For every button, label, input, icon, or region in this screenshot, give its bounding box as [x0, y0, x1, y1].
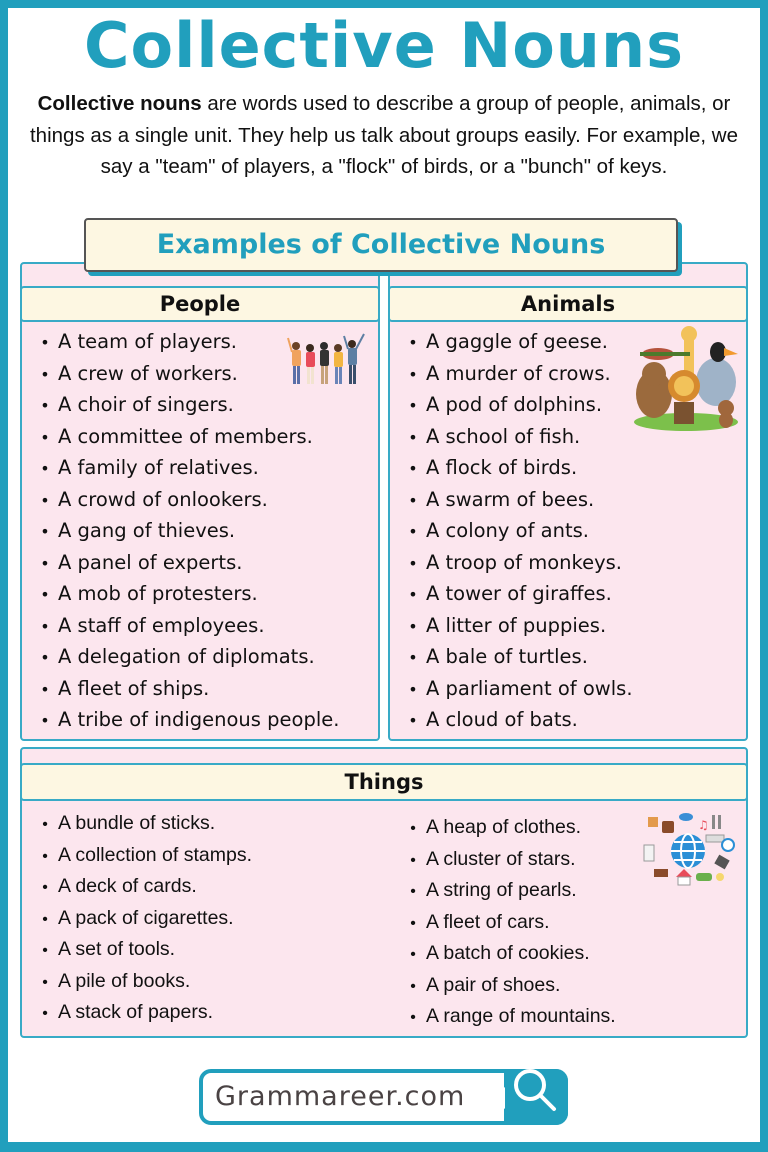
- animals-heading: Animals: [388, 286, 748, 322]
- intro-bold-term: Collective nouns: [37, 92, 202, 115]
- list-item: • A colony of ants.: [402, 515, 633, 547]
- examples-banner: Examples of Collective Nouns: [84, 218, 678, 272]
- search-icon: [510, 1067, 560, 1117]
- list-item: • A collection of stamps.: [34, 840, 252, 872]
- list-item: • A litter of puppies.: [402, 610, 633, 642]
- list-item: • A range of mountains.: [402, 1001, 616, 1033]
- people-panel: [20, 262, 380, 741]
- list-item: • A bundle of sticks.: [34, 808, 252, 840]
- list-item: • A tribe of indigenous people.: [34, 704, 339, 736]
- list-item: • A team of players.: [34, 326, 339, 358]
- list-item: • A committee of members.: [34, 421, 339, 453]
- page-title: Collective Nouns: [83, 9, 684, 82]
- list-item: • A pod of dolphins.: [402, 389, 633, 421]
- list-item: • A school of fish.: [402, 421, 633, 453]
- list-item: • A tower of giraffes.: [402, 578, 633, 610]
- list-item: • A crew of workers.: [34, 358, 339, 390]
- speech-notch: [491, 1087, 505, 1109]
- list-item: • A pack of cigarettes.: [34, 903, 252, 935]
- things-heading: Things: [20, 763, 748, 801]
- list-item: • A fleet of cars.: [402, 907, 616, 939]
- list-item: • A crowd of onlookers.: [34, 484, 339, 516]
- animals-list: [402, 326, 633, 736]
- people-group-illustration: [286, 332, 368, 390]
- site-logo[interactable]: [199, 1069, 568, 1125]
- things-list-left: [34, 808, 252, 1029]
- list-item: • A panel of experts.: [34, 547, 339, 579]
- animals-illustration: [630, 324, 740, 432]
- list-item: • A troop of monkeys.: [402, 547, 633, 579]
- people-heading: People: [20, 286, 380, 322]
- list-item: • A parliament of owls.: [402, 673, 633, 705]
- intro-text: are words used to describe a group of people, animals, or things as a single unit. They help us talk about groups easily. For example, we say a "team" of players, a "flock" of birds, or a "bunch" of keys.: [29, 92, 739, 178]
- list-item: • A heap of clothes.: [402, 812, 616, 844]
- list-item: • A murder of crows.: [402, 358, 633, 390]
- list-item: • A set of tools.: [34, 934, 252, 966]
- list-item: • A choir of singers.: [34, 389, 339, 421]
- list-item: • A fleet of ships.: [34, 673, 339, 705]
- list-item: • A cloud of bats.: [402, 704, 633, 736]
- list-item: • A family of relatives.: [34, 452, 339, 484]
- list-item: • A gaggle of geese.: [402, 326, 633, 358]
- list-item: • A deck of cards.: [34, 871, 252, 903]
- list-item: • A staff of employees.: [34, 610, 339, 642]
- list-item: • A cluster of stars.: [402, 844, 616, 876]
- things-globe-illustration: [640, 811, 736, 889]
- list-item: • A batch of cookies.: [402, 938, 616, 970]
- list-item: • A swarm of bees.: [402, 484, 633, 516]
- list-item: • A flock of birds.: [402, 452, 633, 484]
- things-list-right: [402, 812, 616, 1033]
- list-item: • A pile of books.: [34, 966, 252, 998]
- list-item: • A mob of protesters.: [34, 578, 339, 610]
- animals-panel: [388, 262, 748, 741]
- svg-text:♫: ♫: [698, 818, 709, 832]
- list-item: • A pair of shoes.: [402, 970, 616, 1002]
- list-item: • A string of pearls.: [402, 875, 616, 907]
- things-panel: [20, 747, 748, 1038]
- list-item: • A gang of thieves.: [34, 515, 339, 547]
- list-item: • A stack of papers.: [34, 997, 252, 1029]
- list-item: • A bale of turtles.: [402, 641, 633, 673]
- site-name: Grammareer.com: [215, 1081, 466, 1112]
- intro-paragraph: [20, 88, 748, 183]
- list-item: • A delegation of diplomats.: [34, 641, 339, 673]
